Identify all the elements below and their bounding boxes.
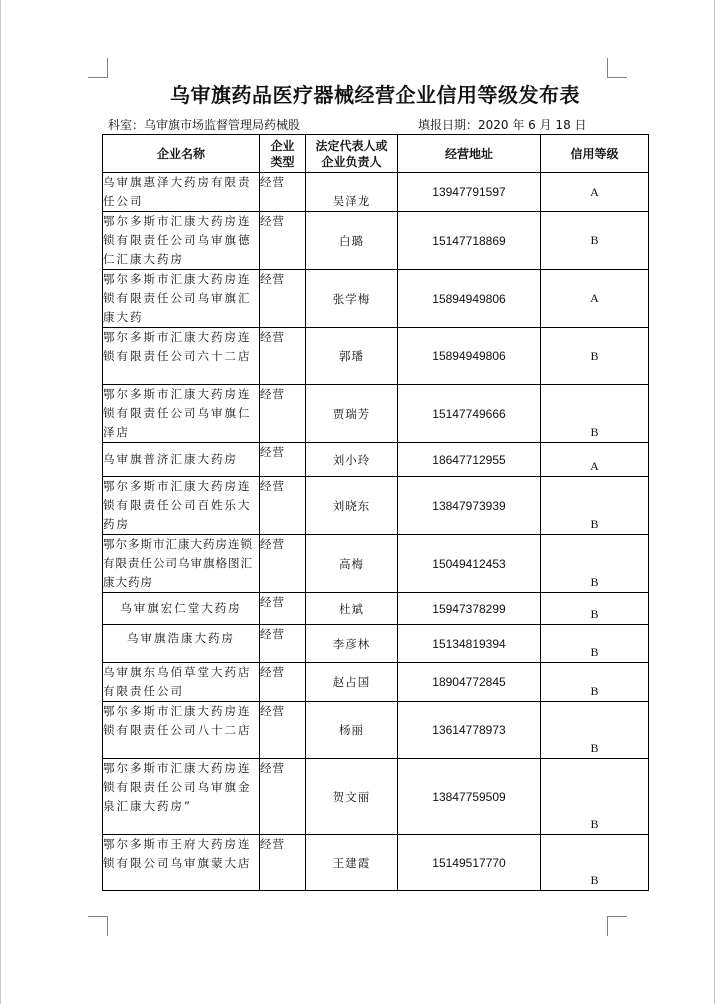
contact-phone: 15147749666 xyxy=(398,385,541,443)
credit-grade: B xyxy=(541,328,649,385)
company-name: 乌审旗浩康大药房 xyxy=(103,625,260,663)
legal-representative: 赵占国 xyxy=(306,663,398,702)
contact-phone: 13947791597 xyxy=(398,173,541,212)
credit-grade: B xyxy=(541,759,649,835)
legal-representative: 刘小玲 xyxy=(306,443,398,477)
table-row xyxy=(103,593,649,625)
credit-grade-table xyxy=(102,134,649,891)
credit-grade: B xyxy=(541,593,649,625)
header-company-type: 企业类型 xyxy=(260,135,306,173)
company-name: 乌审旗宏仁堂大药房 xyxy=(103,593,260,625)
credit-grade: B xyxy=(541,663,649,702)
company-name: 鄂尔多斯市汇康大药房连锁有限责任公司乌审旗仁泽店 xyxy=(103,385,260,443)
legal-representative: 吴泽龙 xyxy=(306,173,398,212)
credit-grade: B xyxy=(541,477,649,535)
contact-phone: 15894949806 xyxy=(398,328,541,385)
legal-representative: 贺文丽 xyxy=(306,759,398,835)
contact-phone: 13614778973 xyxy=(398,702,541,759)
table-row xyxy=(103,173,649,212)
company-name: 鄂尔多斯市王府大药房连锁有限公司乌审旗蒙大店 xyxy=(103,835,260,891)
credit-grade: B xyxy=(541,385,649,443)
page-edge-left xyxy=(0,0,1,1004)
company-type: 经营 xyxy=(260,385,306,443)
credit-grade: A xyxy=(541,270,649,328)
company-name: 鄂尔多斯市汇康大药房连锁有限责任公司乌审旗汇康大药 xyxy=(103,270,260,328)
contact-phone: 15049412453 xyxy=(398,535,541,593)
crop-mark-bottom-left xyxy=(88,916,108,936)
legal-representative: 杜斌 xyxy=(306,593,398,625)
contact-phone: 13847759509 xyxy=(398,759,541,835)
legal-representative: 刘晓东 xyxy=(306,477,398,535)
company-type: 经营 xyxy=(260,593,306,625)
table-header-row xyxy=(103,135,649,173)
legal-representative: 杨丽 xyxy=(306,702,398,759)
company-name: 乌审旗惠泽大药房有限责任公司 xyxy=(103,173,260,212)
company-name: 乌审旗东乌佰草堂大药店有限责任公司 xyxy=(103,663,260,702)
contact-phone: 15947378299 xyxy=(398,593,541,625)
company-type: 经营 xyxy=(260,835,306,891)
company-type: 经营 xyxy=(260,759,306,835)
table-row xyxy=(103,663,649,702)
company-name: 鄂尔多斯市汇康大药房连锁有限责任公司八十二店 xyxy=(103,702,260,759)
credit-grade: B xyxy=(541,625,649,663)
crop-mark-top-left xyxy=(88,58,108,78)
company-type: 经营 xyxy=(260,270,306,328)
table-row xyxy=(103,328,649,385)
contact-phone: 15147718869 xyxy=(398,212,541,270)
company-type: 经营 xyxy=(260,173,306,212)
company-name: 鄂尔多斯市汇康大药房连锁有限责任公司乌审旗德仁汇康大药房 xyxy=(103,212,260,270)
company-type: 经营 xyxy=(260,212,306,270)
company-name: 鄂尔多斯市汇康大药房连锁有限责任公司乌审旗金泉汇康大药房” xyxy=(103,759,260,835)
credit-grade: A xyxy=(541,173,649,212)
table-row xyxy=(103,385,649,443)
contact-phone: 15894949806 xyxy=(398,270,541,328)
company-type: 经营 xyxy=(260,477,306,535)
credit-grade: B xyxy=(541,535,649,593)
legal-representative: 贾瑞芳 xyxy=(306,385,398,443)
contact-phone: 13847973939 xyxy=(398,477,541,535)
credit-grade: A xyxy=(541,443,649,477)
table-row xyxy=(103,212,649,270)
company-name: 鄂尔多斯市汇康大药房连锁有限责任公司百姓乐大药房 xyxy=(103,477,260,535)
legal-representative: 张学梅 xyxy=(306,270,398,328)
table-row xyxy=(103,759,649,835)
report-date: 填报日期：2020 年 6 月 18 日 xyxy=(418,118,587,132)
legal-representative: 郭璠 xyxy=(306,328,398,385)
credit-grade: B xyxy=(541,835,649,891)
legal-representative: 李彦林 xyxy=(306,625,398,663)
header-credit-grade: 信用等级 xyxy=(541,135,649,173)
table-row xyxy=(103,702,649,759)
header-address: 经营地址 xyxy=(398,135,541,173)
document-title: 乌审旗药品医疗器械经营企业信用等级发布表 xyxy=(170,83,580,107)
table-row xyxy=(103,625,649,663)
company-type: 经营 xyxy=(260,702,306,759)
company-name: 乌审旗普济汇康大药房 xyxy=(103,443,260,477)
table-row xyxy=(103,443,649,477)
contact-phone: 18647712955 xyxy=(398,443,541,477)
header-legal-representative: 法定代表人或企业负责人 xyxy=(306,135,398,173)
company-type: 经营 xyxy=(260,443,306,477)
office-label: 科室：乌审旗市场监督管理局药械股 xyxy=(108,118,301,132)
company-type: 经营 xyxy=(260,535,306,593)
credit-grade: B xyxy=(541,702,649,759)
table-row xyxy=(103,477,649,535)
contact-phone: 18904772845 xyxy=(398,663,541,702)
header-company-name: 企业名称 xyxy=(103,135,260,173)
credit-grade: B xyxy=(541,212,649,270)
table-row xyxy=(103,835,649,891)
company-type: 经营 xyxy=(260,663,306,702)
crop-mark-bottom-right xyxy=(607,916,627,936)
company-type: 经营 xyxy=(260,328,306,385)
legal-representative: 高梅 xyxy=(306,535,398,593)
table-row xyxy=(103,535,649,593)
table-row xyxy=(103,270,649,328)
contact-phone: 15149517770 xyxy=(398,835,541,891)
crop-mark-top-right xyxy=(607,58,627,78)
contact-phone: 15134819394 xyxy=(398,625,541,663)
company-name: 鄂尔多斯市汇康大药房连锁有限责任公司六十二店 xyxy=(103,328,260,385)
legal-representative: 王建霞 xyxy=(306,835,398,891)
company-type: 经营 xyxy=(260,625,306,663)
company-name: 鄂尔多斯市汇康大药房连锁有限责任公司乌审旗格图汇康大药房 xyxy=(103,535,260,593)
legal-representative: 白璐 xyxy=(306,212,398,270)
